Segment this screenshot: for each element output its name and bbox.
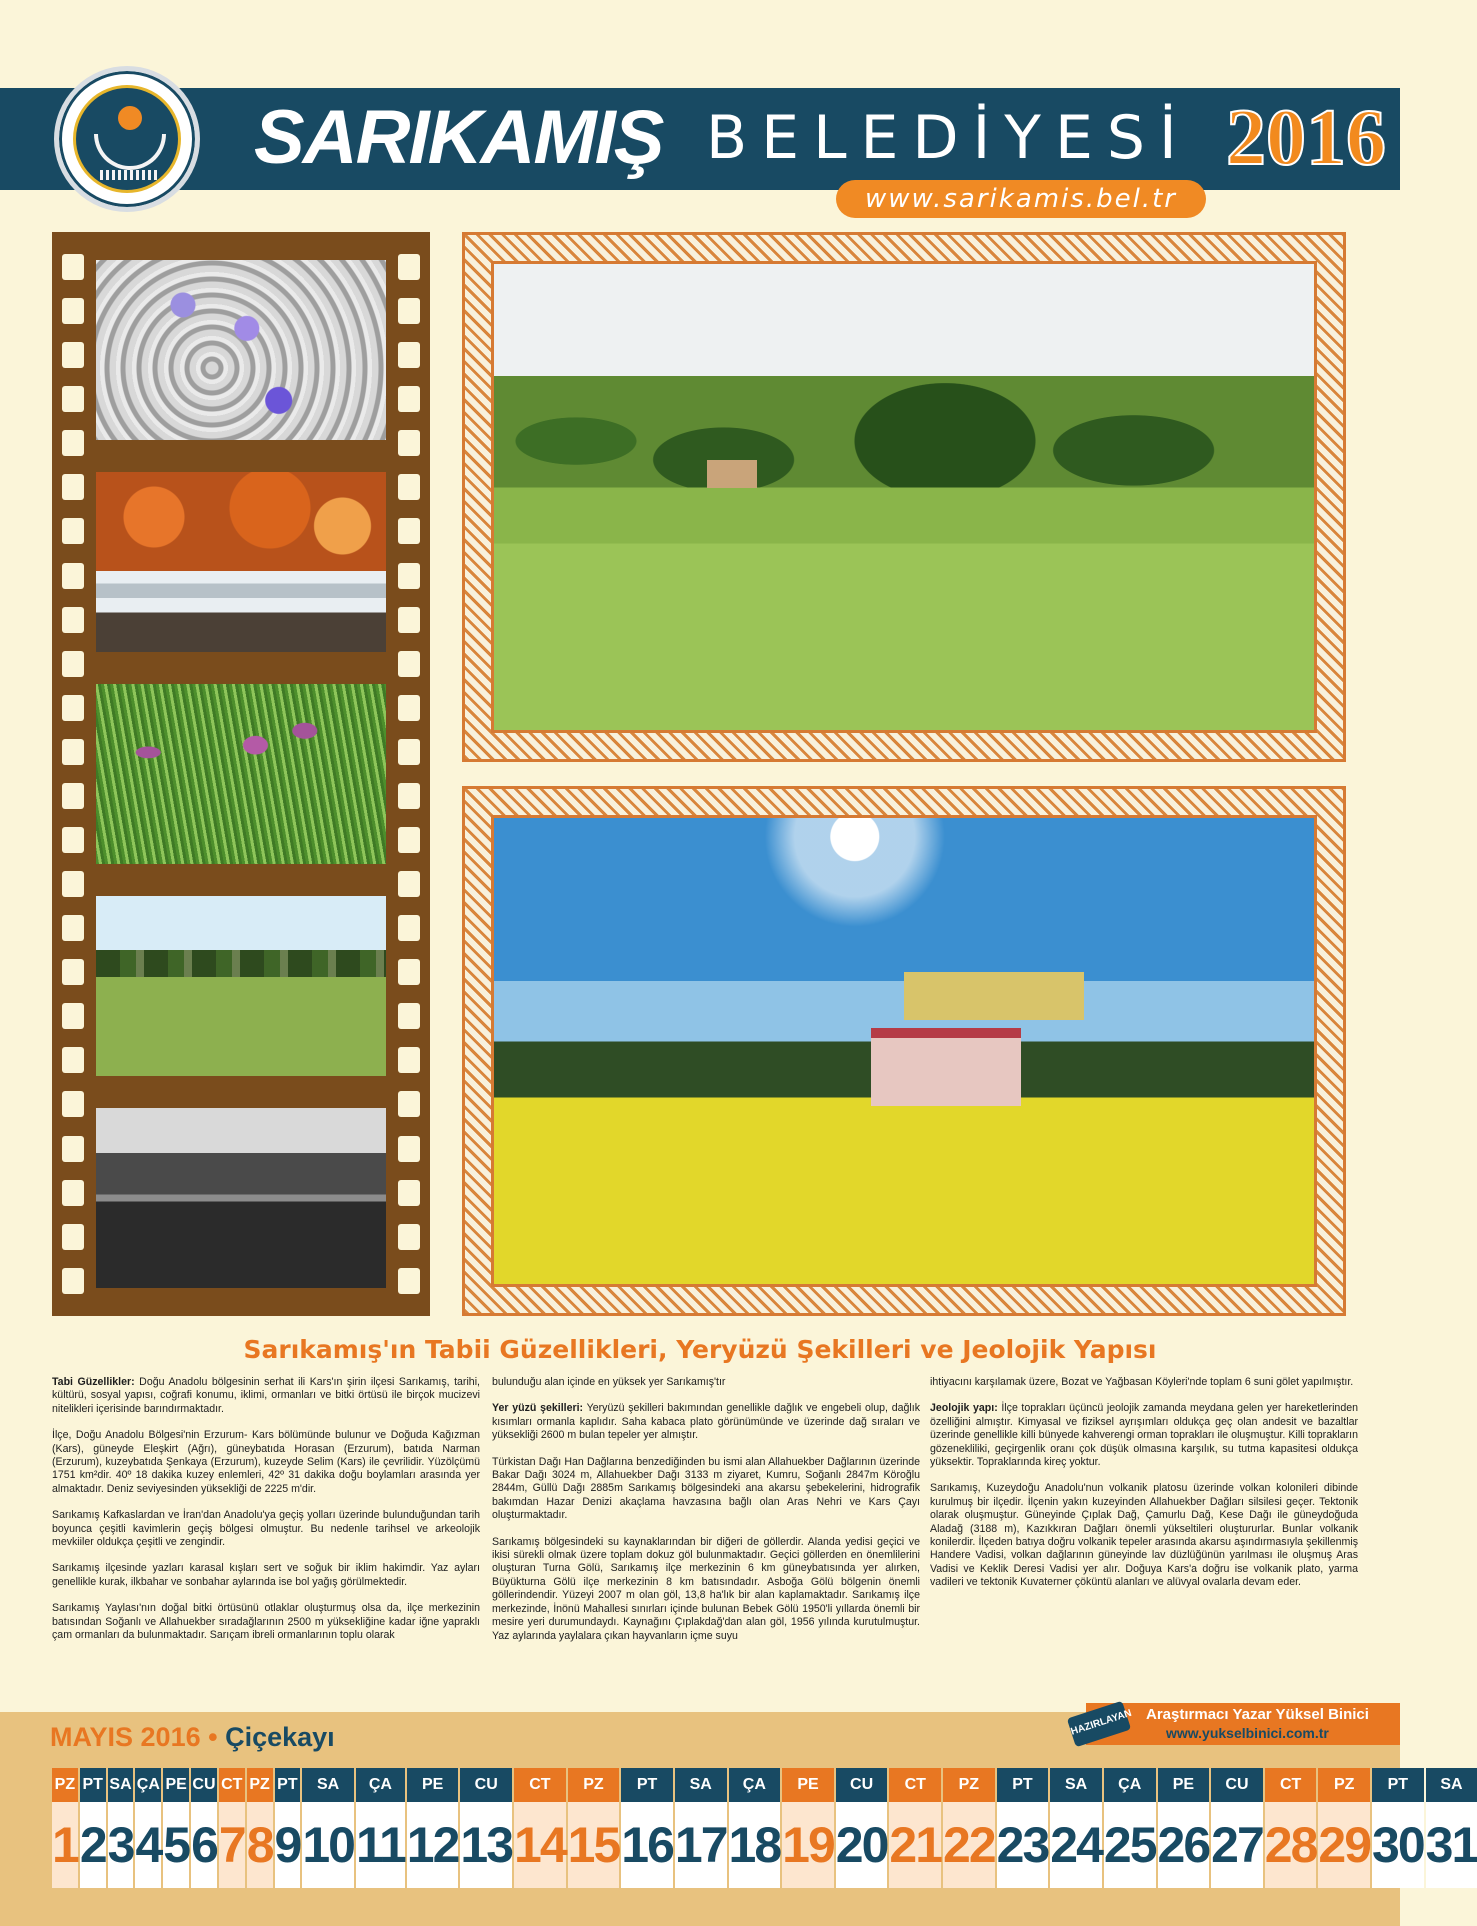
calendar-day[interactable] — [1426, 1768, 1477, 1888]
park-trees-photo — [96, 896, 386, 1076]
day-number: 25 — [1104, 1802, 1156, 1888]
wild-orchid-photo — [96, 684, 386, 864]
day-number: 28 — [1265, 1802, 1317, 1888]
ornamental-frame-bottom — [462, 786, 1346, 1316]
paragraph: Türkistan Dağı Han Dağlarına benzediğinden bu ismi alan Allahuekber Dağlarının üzerinde Bakar Dağı 3024 m, Allahuekber Dağı 3133 m ziyaret, Kumru, Soğanlı 2847m Köroğlu 2844m, Güllü Dağı 2885m Sarıkamış bölgesindeki ana akarsu şebekelerini, hidrografik bakımdan Hazar Denizi akaçlama havzasına bağlı olan Aras Nehri ve Kars Çayı oluşturmaktadır. — [492, 1455, 920, 1522]
paragraph: Sarıkamış ilçesinde yazları karasal kışları sert ve soğuk bir iklim hakimdir. Yaz ayları genellikle kurak, ilkbahar ve sonbahar aylarında ise bol yağış görülmektedir. — [52, 1562, 480, 1588]
logo-bowl-icon — [94, 134, 166, 170]
paragraph: Sarıkamış bölgesindeki su kaynaklarından bir diğeri de göllerdir. Alanda yedisi geçici ve ikisi sürekli olmak üzere toplam dokuz göl bulunmaktadır. Geçici göllerden en önemlilerini oluşturan Turna Gölü, Sarıkamış ilçe merkezinin 6 km güneybatısında yer alırken, Büyükturna Gölü ilçe merkezinin 8 km batısındadır. Asboğa Gölü bölgenin önemli göllerindendir. Yüzeyi 2007 m olan göl, 13,8 ha'lık bir alan kaplamaktadır. Sarıkamış ilçe merkezinde, İnönü Mahallesi sınırları içinde bulunan Bebek Gölü 1950'li yıllarda önemli bir mesire yeri durumundaydı. Kaynağını Çıplakdağ'dan alan göl, 1956 yılında kurutulmuştur. Yaz aylarında yaylalara çıkan hayvanların içme suyu — [492, 1535, 920, 1642]
calendar-day[interactable] — [514, 1768, 566, 1888]
weekday-label: CT — [1265, 1768, 1317, 1802]
day-number: 6 — [191, 1802, 217, 1888]
calendar-day[interactable] — [729, 1768, 781, 1888]
weekday-label: ÇA — [356, 1768, 405, 1802]
day-number: 17 — [675, 1802, 727, 1888]
article-column-2 — [492, 1376, 920, 1656]
month-subtitle: Çiçekayı — [225, 1722, 335, 1752]
brand-name: SARIKAMIŞ — [254, 95, 663, 180]
paragraph: Tabi Güzellikler: Doğu Anadolu bölgesinin serhat ili Kars'ın şirin ilçesi Sarıkamış, tarihi, kültürü, sosyal yapısı, coğrafi konumu, iklimi, ormanları ve bitki örtüsü ile birçok mucizevi nitelikleri içerisinde barındırmaktadır. — [52, 1376, 480, 1415]
day-number: 29 — [1318, 1802, 1370, 1888]
weekday-label: CT — [514, 1768, 566, 1802]
day-number: 24 — [1050, 1802, 1102, 1888]
day-number: 11 — [356, 1802, 405, 1888]
article-title: Sarıkamış'ın Tabii Güzellikleri, Yeryüzü Şekilleri ve Jeolojik Yapısı — [243, 1335, 1157, 1364]
weekday-label: ÇA — [1104, 1768, 1156, 1802]
calendar-day[interactable] — [1372, 1768, 1424, 1888]
weekday-label: PZ — [568, 1768, 620, 1802]
month-name: MAYIS 2016 — [50, 1722, 201, 1752]
paragraph: ihtiyacını karşılamak üzere, Bozat ve Yağbasan Köyleri'nde toplam 6 suni gölet yapılmıştır. — [930, 1376, 1354, 1388]
paragraph: bulunduğu alan içinde en yüksek yer Sarıkamış'tır — [492, 1376, 726, 1388]
ornamental-frame-top — [462, 232, 1346, 762]
weekday-label: PT — [997, 1768, 1049, 1802]
calendar-day[interactable] — [621, 1768, 673, 1888]
calendar-day[interactable] — [247, 1768, 273, 1888]
paragraph: Sarıkamış Yaylası'nın doğal bitki örtüsünü otlaklar oluşturmuş olsa da, ilçe merkezinin batısından Soğanlı ve Allahuekber sıradağlarının 2500 m yüksekliğine kadar iğne yapraklı çam ormanları da bulunmaktadır. Sarıçam ibreli ormanlarının toplu olarak — [52, 1602, 480, 1642]
weekday-label: ÇA — [729, 1768, 781, 1802]
day-number: 7 — [219, 1802, 245, 1888]
credit-badge: HAZIRLAYAN — [1067, 1701, 1131, 1747]
day-number: 1 — [52, 1802, 78, 1888]
weekday-label: CU — [460, 1768, 512, 1802]
paragraph: İlçe, Doğu Anadolu Bölgesi'nin Erzurum- Kars bölümünde bulunur ve Doğuda Kağızman (Kars), güneyde Eleşkirt (Ağrı), güneybatıda Horasan (Erzurum), batıda Narman (Erzurum), kuzeybatıda Şenkaya (Erzurum), kuzeyde Selim (Kars) ile çevrilidir. Yüzölçümü 1751 km²dir. 40º 18 dakika kuzey enlemleri, 42º 31 dakika doğu boylamları arasında yer almaktadır. Deniz seviyesinden yüksekliği de 2225 m'dir. — [52, 1429, 480, 1495]
crocus-photo — [96, 260, 386, 440]
day-number: 18 — [729, 1802, 781, 1888]
day-number: 10 — [302, 1802, 354, 1888]
calendar-day[interactable] — [943, 1768, 995, 1888]
weekday-label: PZ — [247, 1768, 273, 1802]
calendar-day[interactable] — [219, 1768, 245, 1888]
day-number: 21 — [889, 1802, 941, 1888]
calendar-day[interactable] — [80, 1768, 106, 1888]
website-url[interactable]: www.sarikamis.bel.tr — [836, 180, 1206, 218]
credit-banner — [1069, 1703, 1400, 1745]
weekday-label: SA — [108, 1768, 134, 1802]
calendar-day[interactable] — [1050, 1768, 1102, 1888]
weekday-label: PZ — [943, 1768, 995, 1802]
credit-author: Araştırmacı Yazar Yüksel Binici — [1146, 1706, 1369, 1723]
calendar-day[interactable] — [782, 1768, 834, 1888]
credit-url[interactable]: www.yukselbinici.com.tr — [1166, 1725, 1329, 1741]
day-number: 23 — [997, 1802, 1049, 1888]
article-column-1 — [52, 1376, 480, 1656]
calendar-year: 2016 — [1226, 94, 1386, 182]
weekday-label: CT — [219, 1768, 245, 1802]
weekday-label: SA — [1426, 1768, 1477, 1802]
weekday-label: ÇA — [135, 1768, 161, 1802]
day-number: 15 — [568, 1802, 620, 1888]
calendar-day[interactable] — [460, 1768, 512, 1888]
weekday-label: CU — [836, 1768, 888, 1802]
weekday-label: PE — [407, 1768, 459, 1802]
day-number: 19 — [782, 1802, 834, 1888]
calendar-day[interactable] — [108, 1768, 134, 1888]
day-number: 3 — [108, 1802, 134, 1888]
day-number: 20 — [836, 1802, 888, 1888]
calendar-grid — [52, 1768, 1477, 1888]
day-number: 14 — [514, 1802, 566, 1888]
logo-emblem — [73, 85, 181, 193]
day-number: 2 — [80, 1802, 106, 1888]
month-title — [50, 1722, 335, 1753]
calendar-day[interactable] — [191, 1768, 217, 1888]
logo-figure-icon — [118, 106, 142, 130]
calendar-day[interactable] — [1104, 1768, 1156, 1888]
hotel-building-back-shape — [904, 972, 1084, 1020]
month-separator: • — [200, 1722, 226, 1752]
paragraph: Yer yüzü şekilleri: Yeryüzü şekilleri bakımından genellikle dağlık ve engebeli olup, dağlık kısımları ormanla kaplıdır. Saha kabaca plato görünümünde ve üzerinde dağ sıraları ve yüksekliği 2600 m bulan tepeler yer almıştır. — [492, 1402, 920, 1442]
weekday-label: PE — [782, 1768, 834, 1802]
weekday-label: PE — [163, 1768, 189, 1802]
weekday-label: PZ — [1318, 1768, 1370, 1802]
weekday-label: CU — [1211, 1768, 1263, 1802]
logo-columns-icon — [100, 170, 160, 180]
calendar-day[interactable] — [1211, 1768, 1263, 1888]
calendar-day[interactable] — [135, 1768, 161, 1888]
weekday-label: SA — [675, 1768, 727, 1802]
day-number: 4 — [135, 1802, 161, 1888]
calendar-day[interactable] — [1318, 1768, 1370, 1888]
weekday-label: PT — [1372, 1768, 1424, 1802]
calendar-day[interactable] — [52, 1768, 78, 1888]
calendar-day[interactable] — [163, 1768, 189, 1888]
wooden-house-shape — [707, 460, 757, 488]
autumn-waterfall-photo — [96, 472, 386, 652]
day-number: 5 — [163, 1802, 189, 1888]
sprocket-holes-left — [62, 254, 84, 1294]
weekday-label: PT — [621, 1768, 673, 1802]
paragraph: Sarıkamış Kafkaslardan ve İran'dan Anadolu'ya geçiş yolları üzerinde bulunduğundan tarih boyunca çeşitli kavimlerin geçiş bölgesi olmuştur. Bu nedenle tarihsel ve arkeolojik mevkiiler oldukça çeşitli ve zengindir. — [52, 1509, 480, 1549]
day-number: 12 — [407, 1802, 459, 1888]
calendar-day[interactable] — [836, 1768, 888, 1888]
calendar-day[interactable] — [568, 1768, 620, 1888]
day-number: 8 — [247, 1802, 273, 1888]
weekday-label: SA — [302, 1768, 354, 1802]
day-number: 16 — [621, 1802, 673, 1888]
weekday-label: PZ — [52, 1768, 78, 1802]
hotel-building-front-shape — [871, 1028, 1021, 1106]
paragraph: Jeolojik yapı: İlçe toprakları üçüncü jeolojik zamanda meydana gelen yer hareketlerinden özelliğini almıştır. Kimyasal ve fiziksel ayrışımları oldukça geç olan andesit ve bazaltlar üzerinde genellikle killi bünyede kahverengi orman toprakları ile oluşmuştur. Killi toprakların gözenekliliki, geçirgenlik oranı çok düşük olmasına karşılık, su tutma kapasitesi oldukça yüksektir. Topraklarında kireç yoktur. — [930, 1402, 1358, 1469]
calendar-day[interactable] — [675, 1768, 727, 1888]
article-column-3 — [930, 1376, 1358, 1603]
pine-meadow-photo — [491, 261, 1317, 733]
calendar-day[interactable] — [1265, 1768, 1317, 1888]
calendar-day[interactable] — [1158, 1768, 1210, 1888]
day-number: 30 — [1372, 1802, 1424, 1888]
weekday-label: CU — [191, 1768, 217, 1802]
calendar-day[interactable] — [275, 1768, 301, 1888]
calendar-day[interactable] — [356, 1768, 405, 1888]
day-number: 13 — [460, 1802, 512, 1888]
day-number: 9 — [275, 1802, 301, 1888]
weekday-label: PE — [1158, 1768, 1210, 1802]
film-strip — [52, 232, 430, 1316]
paragraph: Sarıkamış, Kuzeydoğu Anadolu'nun volkanik platosu üzerinde volkan kolonileri dibinde kurulmuş bir ilçedir. İlçenin yakın kuzeyinden Allahuekber Dağları silsilesi geçer. Tektonik olarak oluşmuştur. Güneyinde Çıplak Dağ, Çamurlu Dağ, Kese Dağı ile güneydoğuda Aladağ (3188 m), Kazıkkıran Dağları önemli yükseltileri oluştururlar. Bunlar volkanik konilerdir. İlçeden batıya doğru volkanik tepeler arasında akarsu aşındırmasıyla şekillenmiş Handere Vadisi, volkan dağlarının güneyinde lav düzlüğünün yarılması ile oluşmuş Aras Vadisi ve Keklik Deresi Vadisi yer alır. Doğuya Kars'a doğru ise volkanik plato, yarma vadileri ve tektonik Kuvaterner çöküntü alanları ve alüvyal ovalarla devam eder. — [930, 1482, 1358, 1589]
day-number: 26 — [1158, 1802, 1210, 1888]
hotel-yellow-meadow-photo — [491, 815, 1317, 1287]
calendar-day[interactable] — [889, 1768, 941, 1888]
bw-lake-building-photo — [96, 1108, 386, 1288]
municipality-logo — [54, 66, 200, 212]
brand-subtitle: BELEDİYESİ — [706, 103, 1191, 173]
weekday-label: SA — [1050, 1768, 1102, 1802]
weekday-label: PT — [80, 1768, 106, 1802]
sprocket-holes-right — [398, 254, 420, 1294]
weekday-label: CT — [889, 1768, 941, 1802]
weekday-label: PT — [275, 1768, 301, 1802]
day-number: 31 — [1426, 1802, 1477, 1888]
calendar-day[interactable] — [407, 1768, 459, 1888]
day-number: 27 — [1211, 1802, 1263, 1888]
day-number: 22 — [943, 1802, 995, 1888]
calendar-day[interactable] — [302, 1768, 354, 1888]
calendar-day[interactable] — [997, 1768, 1049, 1888]
